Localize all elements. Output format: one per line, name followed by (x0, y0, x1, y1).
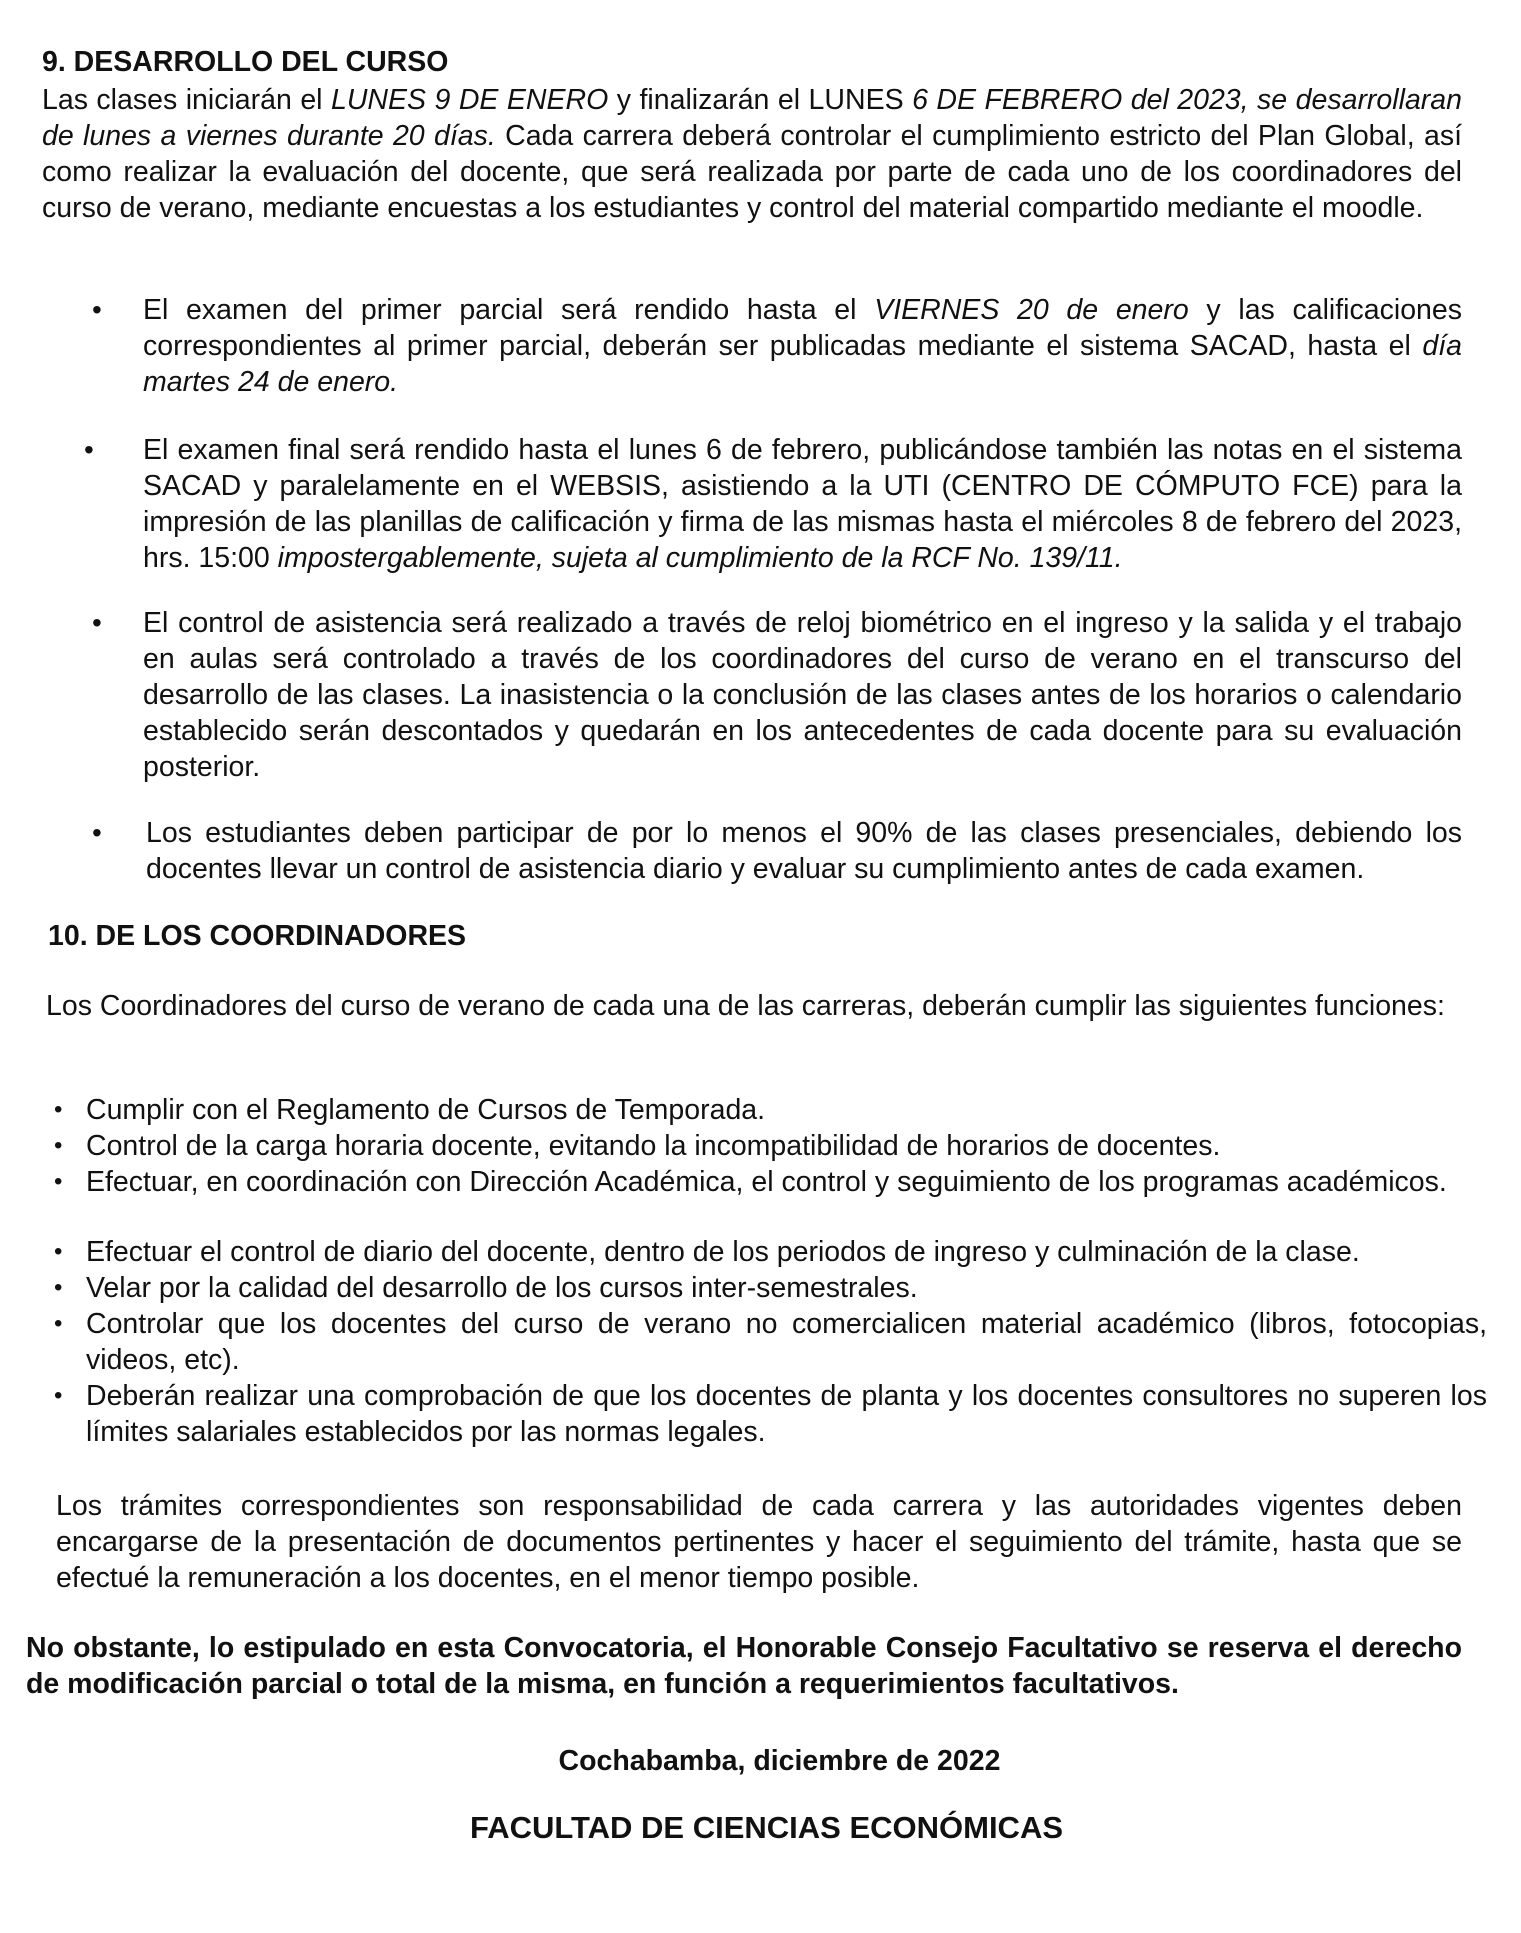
section-9-heading: 9. DESARROLLO DEL CURSO (42, 46, 449, 78)
list-item: Controlar que los docentes del curso de verano no comercialicen material académico (libros, fotocopias, videos, etc). (86, 1308, 1487, 1376)
bullet: • (54, 1168, 63, 1195)
list-item: Control de la carga horaria docente, evitando la incompatibilidad de horarios de docentes. (86, 1130, 1221, 1162)
b1-date: VIERNES 20 de enero (874, 294, 1189, 326)
p1-text-c: y finalizarán el LUNES (608, 84, 913, 116)
b2-text-a: El examen final será rendido hasta el lunes 6 de febrero, publicándose también las notas en el sistema SACAD y paralelamente en el WEBSIS, asistiendo a la UTI (CENTRO DE CÓMPUTO FCE) para la impresión de las planillas de calificación y firma de las mismas hasta el miércoles 8 de febrero del 2023, hrs. 15:00 (143, 434, 1462, 574)
list-item: Deberán realizar una comprobación de que los docentes de planta y los docentes consultores no superen los límites salariales establecidos por las normas legales. (86, 1380, 1487, 1448)
b1-deadline: día martes 24 de enero. (143, 330, 1462, 398)
list-item (143, 432, 1462, 576)
bullet: • (92, 607, 102, 638)
section-10-closing: Los trámites correspondientes son responsabilidad de cada carrera y las autoridades vigentes deben encargarse de la presentación de documentos pertinentes y hacer el seguimiento del trámite, hasta que se efectué la remuneración a los docentes, en el menor tiempo posible. (56, 1490, 1462, 1594)
reservation-notice: No obstante, lo estipulado en esta Convocatoria, el Honorable Consejo Facultativo se reserva el derecho de modificación parcial o total de la misma, en función a requerimientos facultativos. (26, 1632, 1462, 1700)
bullet: • (92, 294, 102, 325)
bullet: • (92, 817, 102, 848)
p1-date-start: LUNES 9 DE ENERO (331, 84, 609, 116)
list-item: El control de asistencia será realizado a través de reloj biométrico en el ingreso y la salida y el trabajo en aulas será controlado a través de los coordinadores del curso de verano en el transcurso del desarrollo de las clases. La inasistencia o la conclusión de las clases antes de los horarios o calendario establecido serán descontados y quedarán en los antecedentes de cada docente para su evaluación posterior. (143, 607, 1462, 783)
section-10-heading: 10. DE LOS COORDINADORES (48, 920, 467, 952)
b1-text-c: y las calificaciones correspondientes al primer parcial, deberán ser publicadas mediante el sistema SACAD, hasta el (143, 294, 1462, 362)
bullet: • (54, 1132, 63, 1159)
bullet: • (84, 434, 94, 465)
bullet: • (54, 1238, 63, 1265)
section-10-intro: Los Coordinadores del curso de verano de cada una de las carreras, deberán cumplir las siguientes funciones: (46, 990, 1445, 1022)
list-item: Cumplir con el Reglamento de Cursos de Temporada. (86, 1094, 766, 1126)
list-item: Los estudiantes deben participar de por lo menos el 90% de las clases presenciales, debiendo los docentes llevar un control de asistencia diario y evaluar su cumplimiento antes de cada examen. (146, 817, 1462, 885)
list-item: Efectuar el control de diario del docente, dentro de los periodos de ingreso y culminación de la clase. (86, 1236, 1360, 1268)
section-9-paragraph (42, 82, 1462, 226)
bullet: • (54, 1274, 63, 1301)
faculty-signature: FACULTAD DE CIENCIAS ECONÓMICAS (469, 1810, 1064, 1845)
b2-deadline-note: impostergablemente, sujeta al cumplimiento de la RCF No. 139/11. (277, 542, 1123, 574)
bullet: • (54, 1096, 63, 1123)
p1-text-a: Las clases iniciarán el (42, 84, 331, 116)
p1-text-e: Cada carrera deberá controlar el cumplimiento estricto del Plan Global, así como realizar la evaluación del docente, que será realizada por parte de cada uno de los coordinadores del curso de verano, mediante encuestas a los estudiantes y control del material compartido mediante el moodle. (42, 120, 1462, 224)
b1-text-a: El examen del primer parcial será rendido hasta el (143, 294, 875, 326)
place-date: Cochabamba, diciembre de 2022 (558, 1745, 1001, 1777)
list-item: Efectuar, en coordinación con Dirección Académica, el control y seguimiento de los programas académicos. (86, 1166, 1447, 1198)
list-item: Velar por la calidad del desarrollo de los cursos inter-semestrales. (86, 1272, 918, 1304)
bullet: • (54, 1382, 63, 1409)
list-item (143, 292, 1462, 400)
p1-date-end: 6 DE FEBRERO del 2023, se desarrollaran de lunes a viernes durante 20 días. (42, 84, 1462, 152)
bullet: • (54, 1310, 63, 1337)
